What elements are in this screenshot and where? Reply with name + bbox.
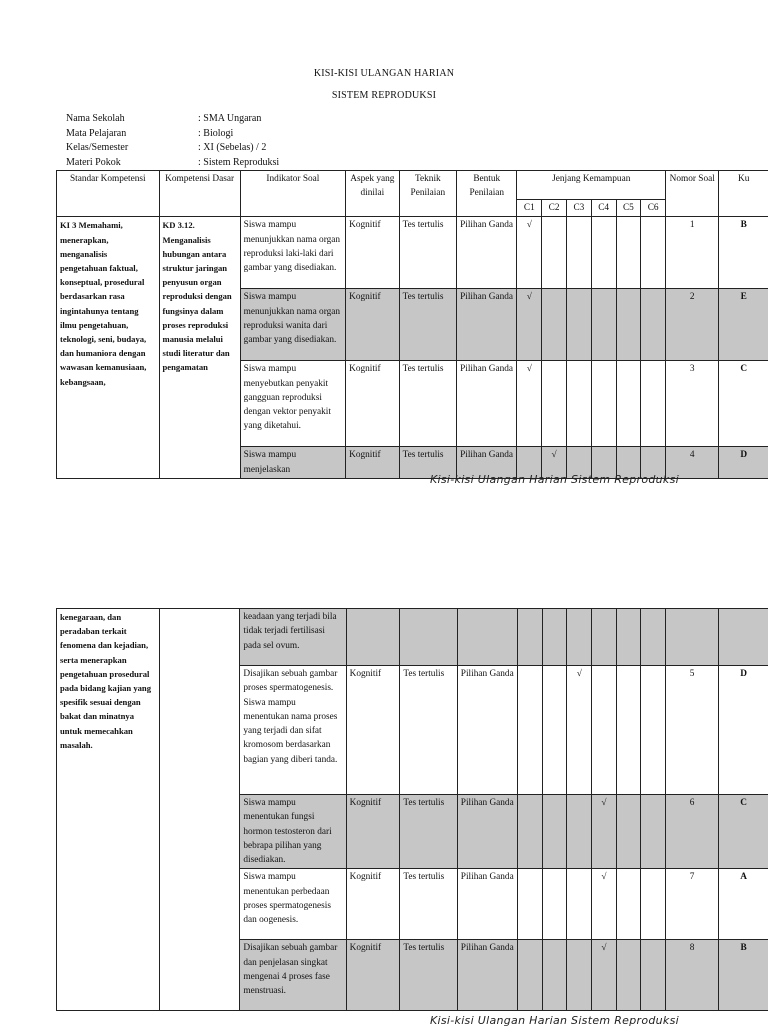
level-cell: √ [592,940,617,1011]
info-label: Kelas/Semester [66,141,198,156]
kunci-cell: E [719,289,768,361]
teknik-cell: Tes tertulis [399,217,456,289]
header-kd: Kompetensi Dasar [159,171,240,217]
level-cell [616,361,641,447]
level-cell [641,869,666,940]
info-row-school [66,112,279,127]
header-c3: C3 [566,200,591,217]
bentuk-cell: Pilihan Ganda [457,795,517,869]
level-cell [542,869,567,940]
level-cell [566,361,591,447]
kunci-cell: B [719,940,768,1011]
table-row [57,609,768,666]
header-c1: C1 [517,200,542,217]
info-row-class [66,141,279,156]
level-cell [616,869,641,940]
header-c6: C6 [641,200,666,217]
header-c2: C2 [542,200,567,217]
header-bentuk: Bentuk Penilaian [457,171,517,217]
level-cell: √ [542,447,567,479]
nomor-cell: 3 [666,361,719,447]
kunci-cell: B [719,217,768,289]
level-cell [641,217,666,289]
bentuk-cell [457,609,517,666]
info-label: Nama Sekolah [66,112,198,127]
teknik-cell: Tes tertulis [400,795,457,869]
nomor-cell: 6 [666,795,719,869]
header-teknik: Teknik Penilaian [399,171,456,217]
kompetensi-dasar-continued [159,609,239,1011]
kompetensi-dasar: KD 3.12. Menganalisis hubungan antara struktur jaringan penyusun organ reproduksi dengan fungsinya dalam proses reproduksi manusia melalui studi literatur dan pengamatan [159,217,240,479]
level-cell [566,289,591,361]
info-row-subject [66,127,279,142]
level-cell [542,795,567,869]
level-cell [518,940,543,1011]
level-cell [616,940,641,1011]
kunci-cell [719,609,768,666]
grid-table-page-2 [56,608,768,1011]
level-cell [567,795,592,869]
level-cell [641,609,666,666]
level-cell [518,666,543,795]
nomor-cell: 8 [666,940,719,1011]
header-jenjang: Jenjang Kemampuan [517,171,666,200]
document-subtitle: SISTEM REPRODUKSI [0,90,768,101]
nomor-cell: 4 [666,447,719,479]
standar-kompetensi: KI 3 Memahami, menerapkan, menganalisis pengetahuan faktual, konseptual, prosedural berdasarkan rasa ingintahunya tentang ilmu pengetahuan, teknologi, seni, budaya, dan humaniora dengan wawasan kemanusiaan, kebangsaan, [57,217,160,479]
level-cell [542,666,567,795]
nomor-cell: 5 [666,666,719,795]
indikator-cell: Disajikan sebuah gambar proses spermatogenesis. Siswa mampu menentukan nama proses yang terjadi dan sifat kromosom berdasarkan bagian yang diberi tanda. [240,666,346,795]
nomor-cell: 7 [666,869,719,940]
kunci-cell: D [719,666,768,795]
level-cell [567,609,592,666]
nomor-cell: 2 [666,289,719,361]
document-title: KISI-KISI ULANGAN HARIAN [0,68,768,79]
info-label: Mata Pelajaran [66,127,198,142]
level-cell: √ [517,217,542,289]
header-c4: C4 [591,200,616,217]
level-cell [518,869,543,940]
level-cell [542,217,567,289]
info-value: : SMA Ungaran [198,112,261,127]
aspek-cell: Kognitif [346,289,400,361]
bentuk-cell: Pilihan Ganda [457,289,517,361]
indikator-cell: Siswa mampu menunjukkan nama organ reproduksi wanita dari gambar yang disediakan. [240,289,345,361]
info-value: : XI (Sebelas) / 2 [198,141,266,156]
level-cell: √ [592,795,617,869]
level-cell: √ [517,289,542,361]
teknik-cell: Tes tertulis [400,666,457,795]
bentuk-cell: Pilihan Ganda [457,869,517,940]
level-cell [567,869,592,940]
teknik-cell: Tes tertulis [400,869,457,940]
info-value: : Sistem Reproduksi [198,156,279,171]
teknik-cell: Tes tertulis [399,447,456,479]
bentuk-cell: Pilihan Ganda [457,447,517,479]
info-row-topic [66,156,279,171]
level-cell [591,289,616,361]
aspek-cell: Kognitif [346,666,400,795]
aspek-cell: Kognitif [346,869,400,940]
header-indikator: Indikator Soal [240,171,345,217]
aspek-cell: Kognitif [346,940,400,1011]
nomor-cell [666,609,719,666]
level-cell [592,609,617,666]
header-kunci: Ku [719,171,768,217]
level-cell [567,940,592,1011]
teknik-cell: Tes tertulis [399,289,456,361]
level-cell [591,361,616,447]
indikator-cell: Siswa mampu menentukan fungsi hormon testosteron dari bebrapa pilihan yang disediakan. [240,795,346,869]
bentuk-cell: Pilihan Ganda [457,217,517,289]
header-aspek: Aspek yang dinilai [346,171,400,217]
level-cell: √ [592,869,617,940]
header-row [57,171,768,200]
bentuk-cell: Pilihan Ganda [457,940,517,1011]
level-cell [616,666,641,795]
level-cell [518,609,543,666]
level-cell [542,289,567,361]
bentuk-cell: Pilihan Ganda [457,666,517,795]
level-cell [616,217,641,289]
school-info [66,112,279,170]
level-cell [641,795,666,869]
level-cell [542,609,567,666]
level-cell: √ [517,361,542,447]
header-nomor: Nomor Soal [666,171,719,217]
kunci-cell: D [719,447,768,479]
page-caption: Kisi-kisi Ulangan Harian Sistem Reproduksi [430,1014,679,1027]
level-cell [641,289,666,361]
level-cell [566,217,591,289]
level-cell: √ [567,666,592,795]
aspek-cell [346,609,400,666]
level-cell [616,289,641,361]
nomor-cell: 1 [666,217,719,289]
teknik-cell [400,609,457,666]
level-cell [518,795,543,869]
page-caption: Kisi-kisi Ulangan Harian Sistem Reproduksi [430,473,679,486]
indikator-cell: keadaan yang terjadi bila tidak terjadi fertilisasi pada sel ovum. [240,609,346,666]
level-cell [591,217,616,289]
info-label: Materi Pokok [66,156,198,171]
level-cell [592,666,617,795]
indikator-cell: Siswa mampu menunjukkan nama organ reproduksi laki-laki dari gambar yang disediakan. [240,217,345,289]
aspek-cell: Kognitif [346,361,400,447]
kunci-cell: A [719,869,768,940]
table-row [57,217,768,289]
aspek-cell: Kognitif [346,447,400,479]
indikator-cell: Siswa mampu menentukan perbedaan proses spermatogenesis dan oogenesis. [240,869,346,940]
bentuk-cell: Pilihan Ganda [457,361,517,447]
header-c5: C5 [616,200,641,217]
standar-kompetensi-continued: kenegaraan, dan peradaban terkait fenomena dan kejadian, serta menerapkan pengetahuan prosedural pada bidang kajian yang spesifik sesuai dengan bakat dan minatnya untuk memecahkan masalah. [57,609,160,1011]
indikator-cell: Siswa mampu menyebutkan penyakit gangguan reproduksi dengan vektor penyakit yang diketahui. [240,361,345,447]
level-cell [641,361,666,447]
level-cell [542,940,567,1011]
teknik-cell: Tes tertulis [399,361,456,447]
aspek-cell: Kognitif [346,217,400,289]
indikator-cell: Disajikan sebuah gambar dan penjelasan singkat mengenai 4 proses fase menstruasi. [240,940,346,1011]
header-sk: Standar Kompetensi [57,171,160,217]
grid-table-page-1 [56,170,768,479]
kunci-cell: C [719,361,768,447]
info-value: : Biologi [198,127,233,142]
kunci-cell: C [719,795,768,869]
teknik-cell: Tes tertulis [400,940,457,1011]
level-cell [616,795,641,869]
indikator-cell: Siswa mampu menjelaskan [240,447,345,479]
aspek-cell: Kognitif [346,795,400,869]
level-cell [616,609,641,666]
level-cell [542,361,567,447]
level-cell [641,940,666,1011]
level-cell [641,666,666,795]
